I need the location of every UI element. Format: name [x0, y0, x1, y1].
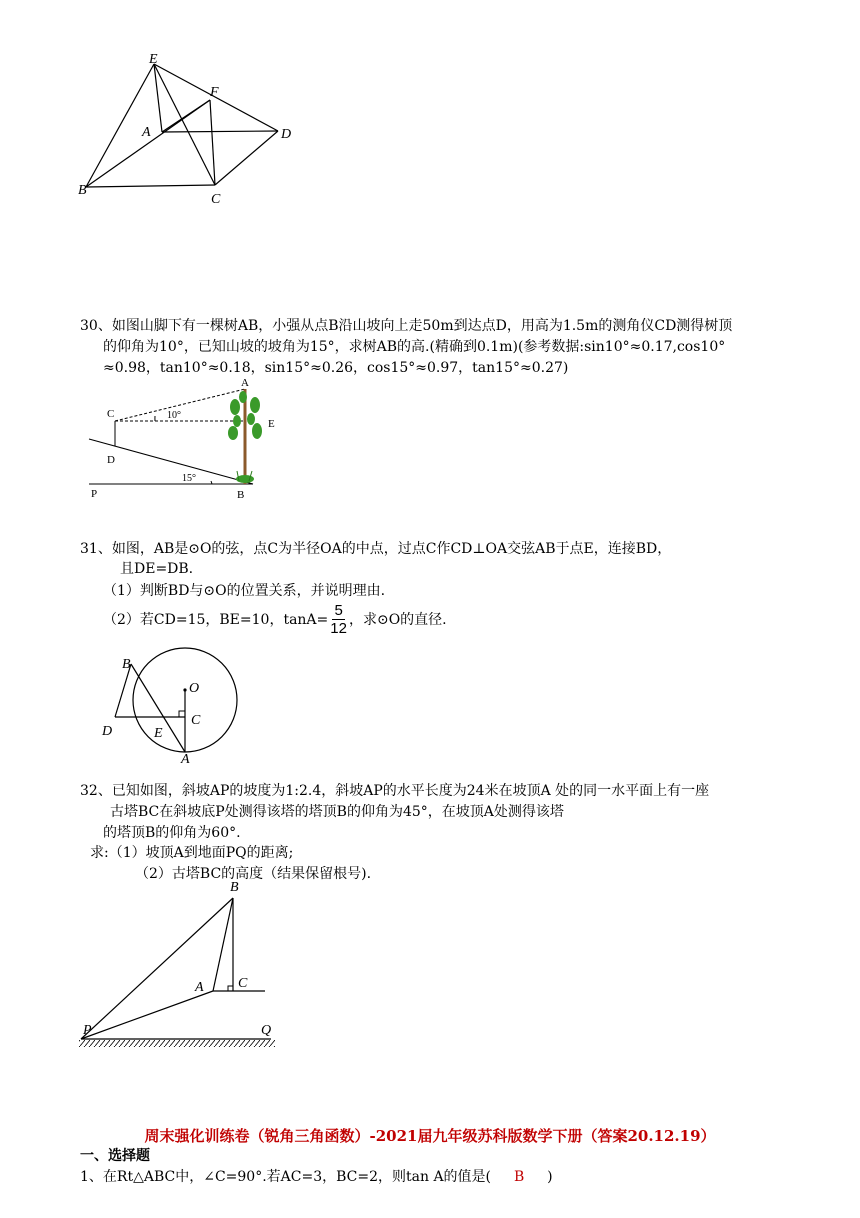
q32-label-P: P	[83, 1023, 92, 1038]
label-A: A	[142, 125, 151, 140]
q32-label-Q: Q	[261, 1023, 272, 1038]
q1-text: 1、在Rt△ABC中，∠C=90°.若AC=3，BC=2，则tan A的值是(	[80, 1169, 492, 1185]
q32-line3: 的塔顶B的仰角为60°.	[103, 825, 241, 841]
q1-line	[80, 1166, 553, 1188]
q31-label-C: C	[191, 713, 201, 728]
label-B: B	[78, 183, 87, 198]
answer-title: 周末强化训练卷（锐角三角函数）-2021届九年级苏科版数学下册（答案20.12.19）	[144, 1127, 716, 1145]
q31-label-A: A	[181, 752, 190, 765]
q31-part2-pre: （2）若CD=15，BE=10，tanA=	[103, 612, 329, 628]
q30-text-1: 如图山脚下有一棵树AB，小强从点B沿山坡向上走50m到达点D，用高为1.5m的测角仪CD测得树顶	[111, 318, 733, 334]
q30-label-angle-10: 10°	[167, 410, 181, 421]
section-heading: 一、选择题	[80, 1148, 150, 1164]
q30-label-E: E	[268, 418, 275, 430]
q31-label-E: E	[154, 726, 163, 741]
label-E: E	[149, 52, 158, 67]
q32-label-B: B	[230, 880, 239, 895]
q31-label-B: B	[122, 657, 131, 672]
q30-label-P: P	[91, 488, 98, 500]
q32-number: 32、	[80, 783, 112, 799]
q31-number: 31、	[80, 541, 112, 557]
figure-q30-tree-slope	[85, 375, 295, 500]
q30-line2: 的仰角为10°，已知山坡的坡角为15°，求树AB的高.(精确到0.1m)(参考数据:sin10°≈0.17,cos10°	[103, 339, 726, 355]
q30-label-C: C	[107, 408, 115, 420]
fraction-denominator: 12	[330, 619, 347, 637]
q1-close: )	[547, 1169, 553, 1185]
q1-answer: B	[513, 1169, 525, 1185]
q32-label-C: C	[238, 976, 248, 991]
q31-line1	[80, 538, 671, 560]
q31-part2-post: ，求⊙O的直径.	[348, 612, 447, 628]
label-F: F	[210, 85, 219, 100]
q32-ask1: 求:（1）坡顶A到地面PQ的距离;	[90, 845, 294, 861]
q32-ask2: （2）古塔BC的高度（结果保留根号).	[135, 866, 372, 882]
q30-label-D: D	[107, 454, 115, 466]
figure-q32-tower-slope	[75, 878, 285, 1058]
q31-text-1: 如图，AB是⊙O的弦，点C为半径OA的中点，过点C作CD⊥OA交弦AB于点E，连接BD，	[111, 541, 672, 557]
q30-label-A: A	[241, 377, 249, 389]
q32-text-1: 已知如图，斜坡AP的坡度为1:2.4，斜坡AP的水平长度为24米在坡顶A 处的同一水平面上有一座	[111, 783, 710, 799]
q30-label-angle-15: 15°	[182, 473, 196, 484]
q30-label-B: B	[237, 489, 245, 500]
fraction-numerator: 5	[334, 601, 343, 619]
q31-part1: （1）判断BD与⊙O的位置关系，并说明理由.	[103, 583, 386, 599]
q32-line1	[80, 780, 709, 802]
q32-label-A: A	[195, 980, 204, 995]
figure-quadrilateral	[70, 50, 310, 210]
q32-line2: 古塔BC在斜坡底P处测得该塔的塔顶B的仰角为45°，在坡顶A处测得该塔	[110, 804, 564, 820]
q31-line2: 且DE=DB.	[120, 561, 194, 577]
figure-q31-circle	[95, 645, 250, 765]
q30-line1	[80, 315, 732, 337]
label-D: D	[281, 127, 292, 142]
q31-label-D: D	[102, 724, 113, 739]
q31-part2	[103, 598, 447, 640]
q31-label-O: O	[189, 681, 200, 696]
tan-fraction	[330, 602, 347, 637]
q30-line3: ≈0.98，tan10°≈0.18，sin15°≈0.26，cos15°≈0.97，tan15°≈0.27)	[103, 360, 569, 376]
q30-number: 30、	[80, 318, 112, 334]
label-C: C	[211, 192, 221, 207]
